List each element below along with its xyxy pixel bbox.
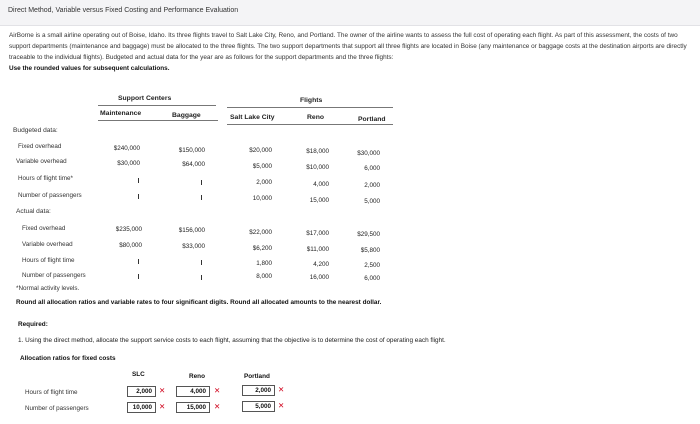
actual-label: Actual data: xyxy=(16,208,51,215)
cell-value: 5,000 xyxy=(364,198,380,205)
allocation-col-portland: Portland xyxy=(244,373,270,380)
footnote: *Normal activity levels. xyxy=(16,285,80,292)
cell-value: $33,000 xyxy=(182,243,205,250)
empty-cell-dash xyxy=(201,180,202,185)
page-title: Direct Method, Variable versus Fixed Costing and Performance Evaluation xyxy=(8,7,239,14)
question-text: 1. Using the direct method, allocate the support service costs to each flight, assuming that the objective is to determine the cost of operating each flight. xyxy=(18,337,446,344)
cell-value: 1,800 xyxy=(256,260,272,267)
empty-cell-dash xyxy=(201,195,202,200)
cell-value: 15,000 xyxy=(309,197,329,204)
cell-value: 2,000 xyxy=(256,179,272,186)
reno-passengers-input[interactable]: 15,000 xyxy=(176,402,210,413)
cell-value: $30,000 xyxy=(117,160,140,167)
col-header-rule-flights xyxy=(227,124,393,125)
intro-paragraph xyxy=(9,30,691,74)
allocation-row-label: Hours of flight time xyxy=(25,389,78,396)
reno-hours-input[interactable]: 4,000 xyxy=(176,386,210,397)
cell-value: $80,000 xyxy=(119,242,142,249)
empty-cell-dash xyxy=(138,274,139,279)
slc-hours-input[interactable]: 2,000 xyxy=(127,386,156,397)
cell-value: $6,200 xyxy=(252,245,272,252)
cell-value: $10,000 xyxy=(306,164,329,171)
incorrect-x-icon: ✕ xyxy=(159,386,166,395)
header-bar xyxy=(0,0,700,26)
flights-rule xyxy=(227,107,393,108)
empty-cell-dash xyxy=(138,259,139,264)
row-label: Variable overhead xyxy=(16,158,67,165)
col-header-slc: Salt Lake City xyxy=(230,114,275,121)
portland-hours-input[interactable]: 2,000 xyxy=(242,385,275,396)
cell-value: 6,000 xyxy=(364,165,380,172)
cell-value: $20,000 xyxy=(249,147,272,154)
portland-passengers-input[interactable]: 5,000 xyxy=(242,401,275,412)
cell-value: $240,000 xyxy=(113,145,140,152)
empty-cell-dash xyxy=(138,178,139,183)
rounding-note: Round all allocation ratios and variable rates to four significant digits. Round all allocated amounts to the nearest dollar. xyxy=(16,299,382,306)
empty-cell-dash xyxy=(201,275,202,280)
support-centers-rule xyxy=(98,105,216,106)
allocation-col-reno: Reno xyxy=(189,373,205,380)
required-label: Required: xyxy=(18,321,48,328)
row-label: Number of passengers xyxy=(18,192,82,199)
incorrect-x-icon: ✕ xyxy=(214,386,221,395)
cell-value: $11,000 xyxy=(306,246,329,253)
cell-value: $29,500 xyxy=(357,231,380,238)
incorrect-x-icon: ✕ xyxy=(214,402,221,411)
allocation-row-label: Number of passengers xyxy=(25,405,89,412)
cell-value: $5,000 xyxy=(252,163,272,170)
cell-value: $18,000 xyxy=(306,148,329,155)
intro-note: Use the rounded values for subsequent calculations. xyxy=(9,65,170,72)
row-label: Fixed overhead xyxy=(22,225,66,232)
col-header-reno: Reno xyxy=(307,114,324,121)
cell-value: 2,500 xyxy=(364,262,380,269)
cell-value: $64,000 xyxy=(182,161,205,168)
slc-passengers-input[interactable]: 10,000 xyxy=(127,402,156,413)
col-header-rule-support xyxy=(98,120,218,121)
intro-text: AirBorne is a small airline operating out of Boise, Idaho. Its three flights travel to Salt Lake City, Reno, and Portland. The owner of the airline wants to assess the full cost of operating each flight. As part of this assessment, the costs of two support departments (maintenance and baggage) must be allocated to the three flights. The two support departments that support all three flights are located in Boise (any maintenance or baggage costs at the destination airports are directly traceable to the individual flights). Budgeted and actual data for the year are as follows for the support departments and the three flights: xyxy=(9,32,687,61)
row-label: Hours of flight time xyxy=(22,257,75,264)
row-label: Hours of flight time* xyxy=(18,175,73,182)
col-header-baggage: Baggage xyxy=(172,112,201,119)
row-label: Variable overhead xyxy=(22,241,73,248)
col-header-portland: Portland xyxy=(358,116,386,123)
col-header-maintenance: Maintenance xyxy=(100,110,142,117)
cell-value: 4,200 xyxy=(313,261,329,268)
row-label: Fixed overhead xyxy=(18,143,62,150)
allocation-title: Allocation ratios for fixed costs xyxy=(20,355,116,362)
flights-header: Flights xyxy=(300,97,323,104)
budgeted-label: Budgeted data: xyxy=(13,127,58,134)
allocation-col-slc: SLC xyxy=(132,371,145,378)
cell-value: 8,000 xyxy=(256,273,272,280)
cell-value: 10,000 xyxy=(252,195,272,202)
cell-value: $150,000 xyxy=(178,147,205,154)
cell-value: 6,000 xyxy=(364,275,380,282)
cell-value: 4,000 xyxy=(313,181,329,188)
cell-value: 2,000 xyxy=(364,182,380,189)
cell-value: $156,000 xyxy=(178,227,205,234)
incorrect-x-icon: ✕ xyxy=(278,401,285,410)
cell-value: $5,800 xyxy=(360,247,380,254)
cell-value: 16,000 xyxy=(309,274,329,281)
cell-value: $17,000 xyxy=(306,230,329,237)
empty-cell-dash xyxy=(138,194,139,199)
cell-value: $30,000 xyxy=(357,150,380,157)
empty-cell-dash xyxy=(201,260,202,265)
cell-value: $235,000 xyxy=(115,226,142,233)
row-label: Number of passengers xyxy=(22,272,86,279)
incorrect-x-icon: ✕ xyxy=(278,385,285,394)
support-centers-header: Support Centers xyxy=(118,95,172,102)
incorrect-x-icon: ✕ xyxy=(159,402,166,411)
cell-value: $22,000 xyxy=(249,229,272,236)
